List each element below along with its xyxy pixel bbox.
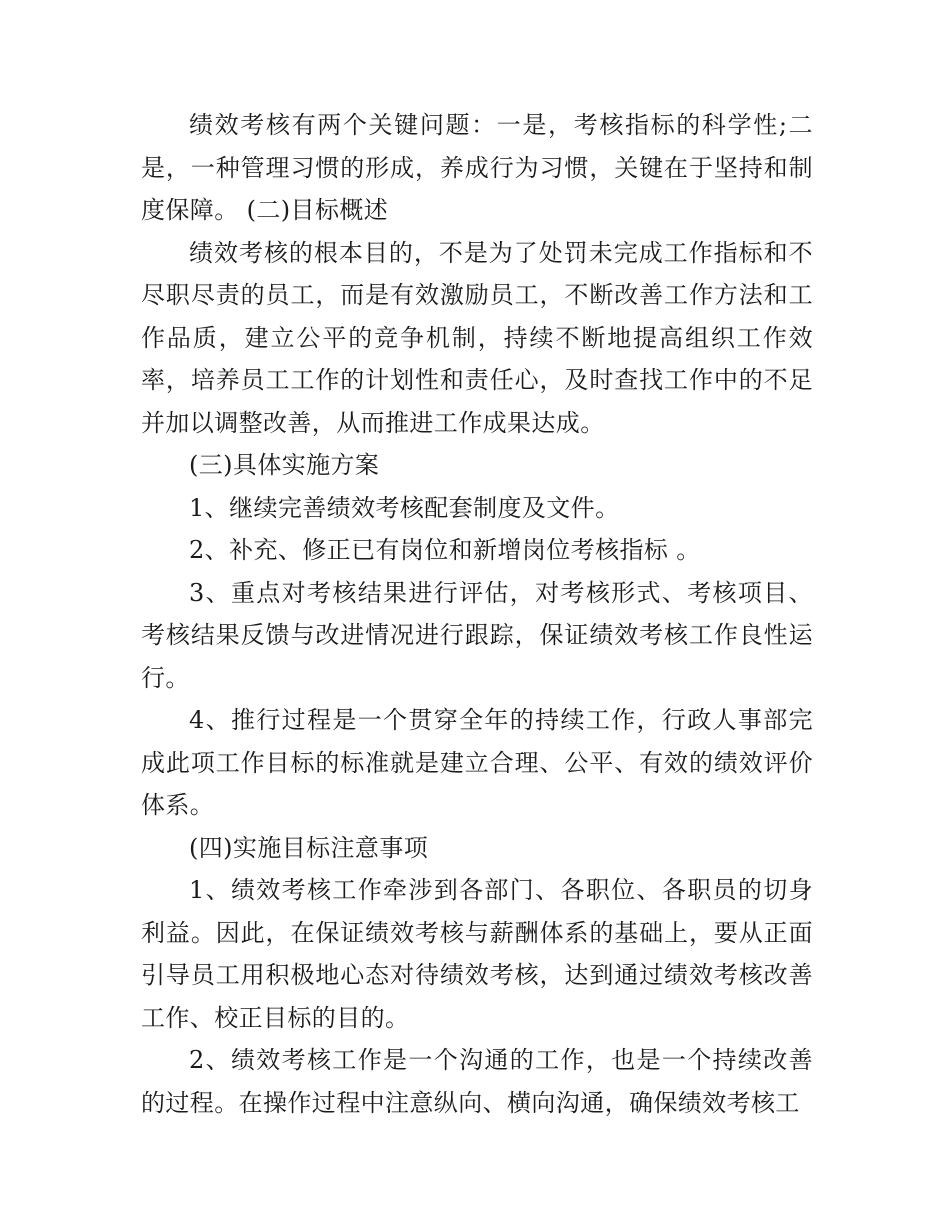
- section-heading-implementation-plan: (三)具体实施方案: [189, 451, 380, 479]
- paragraph-key-issues: 绩效考核有两个关键问题：一是，考核指标的科学性;二是，一种管理习惯的形成，养成行为习惯，关键在于坚持和制度保障。 (二)目标概述: [141, 111, 813, 224]
- list-item-plan-4: 4、推行过程是一个贯穿全年的持续工作，行政人事部完成此项工作目标的标准就是建立合理、公平、有效的绩效评价体系。: [141, 706, 813, 819]
- section-heading-notes: (四)实施目标注意事项: [189, 833, 429, 862]
- list-item-note-2: 2、绩效考核工作是一个沟通的工作，也是一个持续改善的过程。在操作过程中注意纵向、横向沟通，确保绩效考核工: [141, 1046, 813, 1117]
- list-item-plan-1: 1、继续完善绩效考核配套制度及文件。: [189, 493, 620, 522]
- list-item-plan-3: 3、重点对考核结果进行评估，对考核形式、考核项目、考核结果反馈与改进情况进行跟踪，保证绩效考核工作良性运行。: [141, 578, 813, 692]
- paragraph-purpose: 绩效考核的根本目的，不是为了处罚未完成工作指标和不尽职尽责的员工，而是有效激励员工，不断改善工作方法和工作品质，建立公平的竞争机制，持续不断地提高组织工作效率，培养员工工作的计划性和责任心，及时查找工作中的不足并加以调整改善，从而推进工作成果达成。: [141, 238, 813, 437]
- list-item-note-1: 1、绩效考核工作牵涉到各部门、各职位、各职员的切身利益。因此，在保证绩效考核与薪酬体系的基础上，要从正面引导员工用积极地心态对待绩效考核，达到通过绩效考核改善工作、校正目标的目的。: [141, 876, 813, 1032]
- document-body: [141, 104, 813, 1124]
- list-item-plan-2: 2、补充、修正已有岗位和新增岗位考核指标 。: [189, 536, 701, 564]
